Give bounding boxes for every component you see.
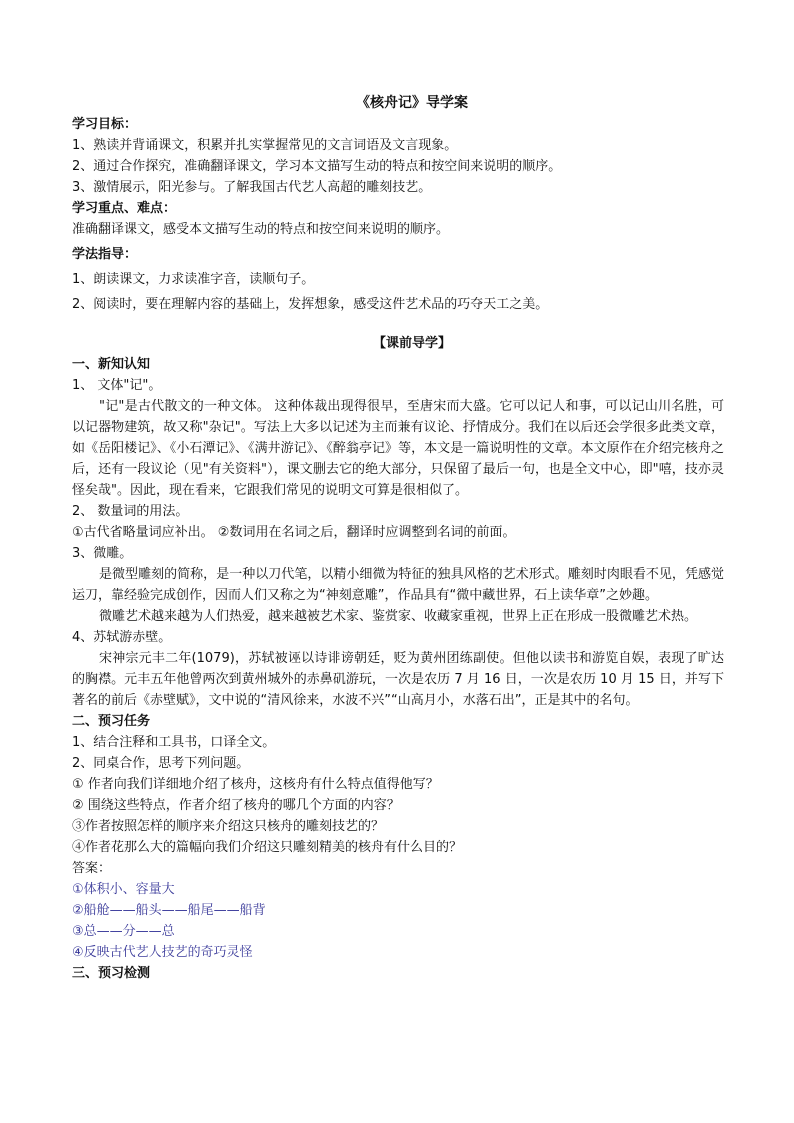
goal-item: 1、熟读并背诵课文，积累并扎实掌握常见的文言词语及文言现象。 <box>72 138 458 153</box>
pre-class-heading: 【课前导学】 <box>372 336 451 351</box>
answer-label: 答案： <box>72 861 112 876</box>
page-title: 《核舟记》导学案 <box>356 95 468 111</box>
method-heading: 学法指导： <box>72 247 138 262</box>
answer-item: ④反映古代艺人技艺的奇巧灵怪 <box>72 945 253 960</box>
sushi-title: 4、苏轼游赤壁。 <box>72 630 172 645</box>
answer-item: ②船舱——船头——船尾——船背 <box>72 903 266 918</box>
numeral-text: ①古代省略量词应补出。 ②数词用在名词之后，翻译时应调整到名词的前面。 <box>72 525 516 540</box>
document-page <box>72 92 724 984</box>
key-points-text: 准确翻译课文，感受本文描写生动的特点和按空间来说明的顺序。 <box>72 222 450 237</box>
goal-item: 2、通过合作探究，准确翻译课文，学习本文描写生动的特点和按空间来说明的顺序。 <box>72 159 562 174</box>
answer-item: ③总——分——总 <box>72 924 175 939</box>
task-item: 1、结合注释和工具书，口译全文。 <box>72 735 276 750</box>
answer-item: ①体积小、容量大 <box>72 882 175 897</box>
part3-heading: 三、预习检测 <box>72 966 151 981</box>
question-item: ① 作者向我们详细地介绍了核舟，这核舟有什么特点值得他写？ <box>72 777 439 792</box>
sushi-paragraph: 宋神宗元丰二年(1079)，苏轼被诬以诗诽谤朝廷，贬为黄州团练副使。但他以读书和游览自娱，表现了旷达的胸襟。元丰五年他曾两次到黄州城外的赤鼻矶游玩，一次是农历 7 月 16 日，一次是农历 10 月 15 日，并写下著名的前后《赤壁赋》，文中说的“清风徐来，水波不兴”“山高月小，水落石出”，正是其中的名句。 <box>72 651 724 708</box>
genre-paragraph: "记"是古代散文的一种文体。 这种体裁出现得很早，至唐宋而大盛。它可以记人和事，可以记山川名胜，可以记器物建筑，故又称"杂记"。写法上大多以记述为主而兼有议论、抒情成分。我们在以后还会学很多此类文章，如《岳阳楼记》、《小石潭记》、《满井游记》、《醉翁亭记》等，本文是一篇说明性的文章。本文原作在介绍完核舟之后，还有一段议论（见"有关资料"），课文删去它的绝大部分，只保留了最后一句，也是全文中心，即"嘻，技亦灵怪矣哉"。因此，现在看来，它跟我们常见的说明文可算是很相似了。 <box>72 399 724 498</box>
genre-title: 1、 文体"记"。 <box>72 378 162 393</box>
micro-carving-paragraph: 是微型雕刻的简称，是一种以刀代笔，以精小细微为特征的独具风格的艺术形式。雕刻时肉眼看不见，凭感觉运刀，靠经验完成创作，因而人们又称之为“神刻意雕”，作品具有“微中藏世界，石上读华章”之妙趣。 <box>72 567 724 603</box>
goal-item: 3、激情展示，阳光参与。了解我国古代艺人高超的雕刻技艺。 <box>72 180 432 195</box>
part2-heading: 二、预习任务 <box>72 714 151 729</box>
method-item: 1、朗读课文，力求读准字音，读顺句子。 <box>72 272 315 287</box>
micro-carving-title: 3、微雕。 <box>72 546 133 561</box>
task-item: 2、同桌合作，思考下列问题。 <box>72 756 250 771</box>
key-points-heading: 学习重点、难点： <box>72 201 177 216</box>
method-item: 2、阅读时，要在理解内容的基础上，发挥想象，感受这件艺术品的巧夺天工之美。 <box>72 297 549 312</box>
question-item: ② 围绕这些特点，作者介绍了核舟的哪几个方面的内容？ <box>72 798 400 813</box>
numeral-title: 2、 数量词的用法。 <box>72 504 189 519</box>
goals-heading: 学习目标： <box>72 117 138 132</box>
micro-carving-paragraph-2: 微雕艺术越来越为人们热爱，越来越被艺术家、鉴赏家、收藏家重视，世界上正在形成一股微雕艺术热。 <box>99 609 698 624</box>
question-item: ③作者按照怎样的顺序来介绍这只核舟的雕刻技艺的？ <box>72 819 385 834</box>
question-item: ④作者花那么大的篇幅向我们介绍这只雕刻精美的核舟有什么目的？ <box>72 840 463 855</box>
part1-heading: 一、新知认知 <box>72 357 151 372</box>
